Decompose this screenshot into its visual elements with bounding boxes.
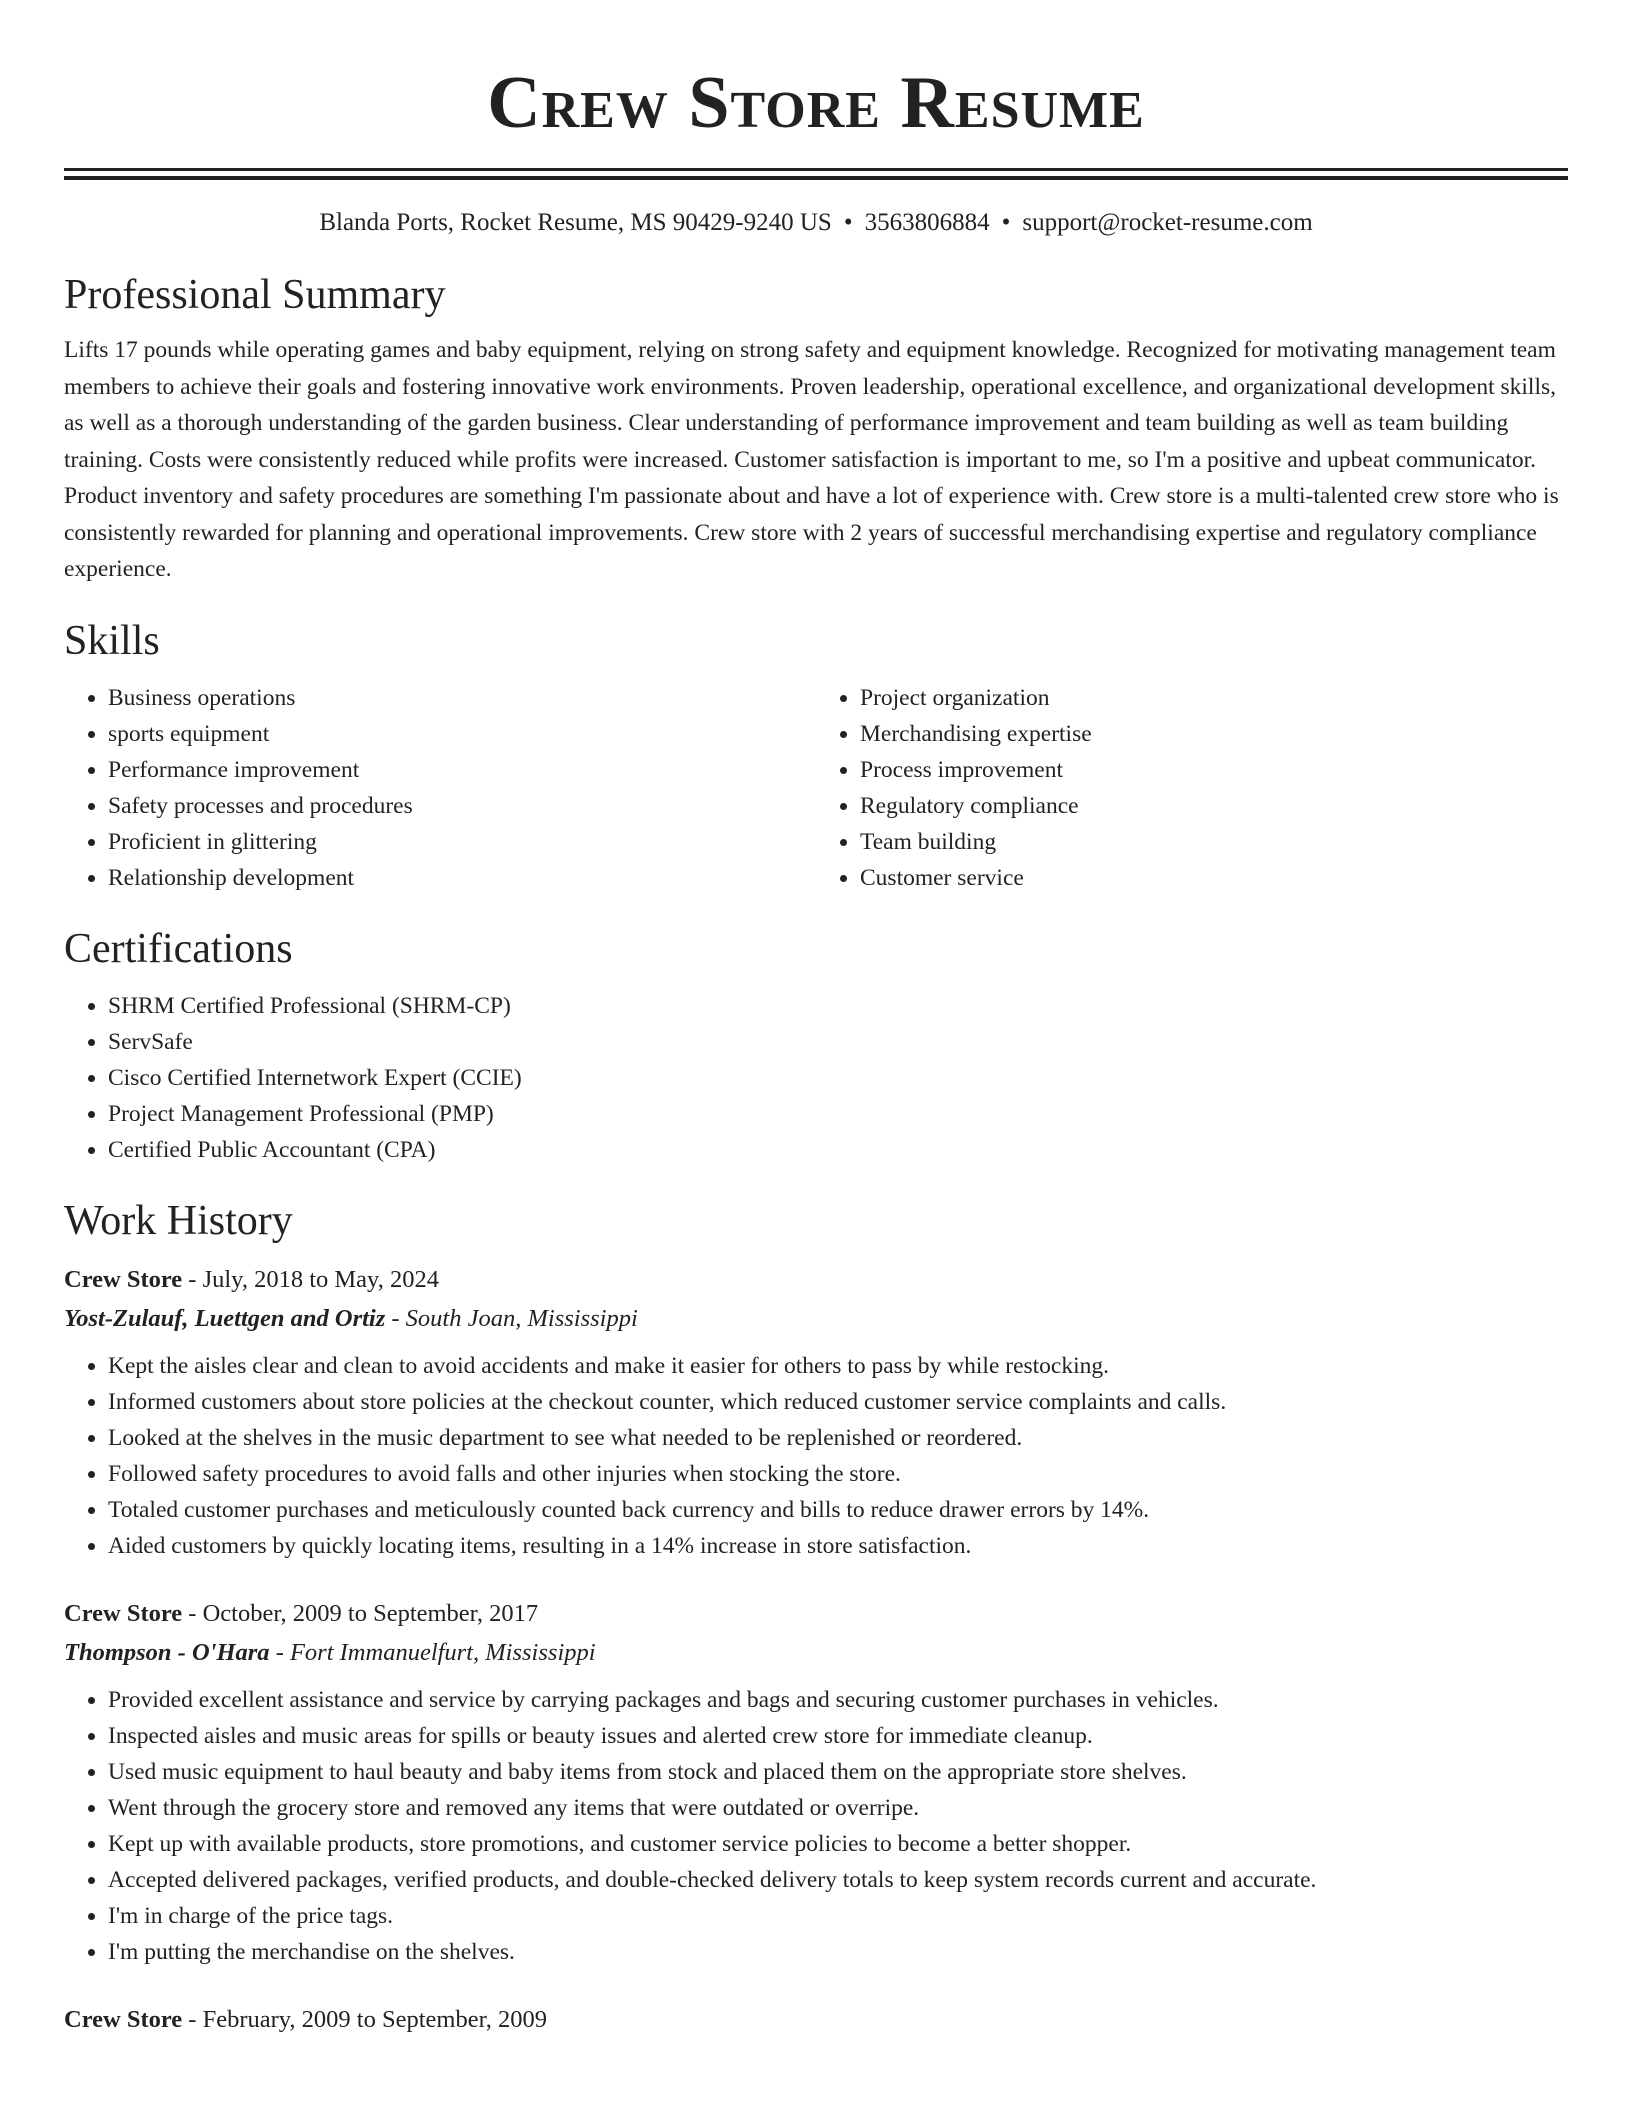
job-location: - South Joan, Mississippi [385,1304,638,1332]
skill-item: • Process improvement [860,752,1568,788]
job-role: Crew Store [64,2005,183,2033]
resume-page [64,0,1568,2040]
title-divider [64,168,1568,180]
certification-item: • Cisco Certified Internetwork Expert (CCIE) [108,1060,1568,1096]
skill-item: • Customer service [860,860,1568,896]
job-entry [64,1594,1568,1970]
job-company: Yost-Zulauf, Luettgen and Ortiz [64,1304,386,1332]
skill-item: • Team building [860,824,1568,860]
job-duties [64,1348,1568,1564]
job-duty: • Went through the grocery store and removed any items that were outdated or overripe. [108,1790,1568,1826]
skill-item: • Safety processes and procedures [108,788,816,824]
job-duty: • I'm in charge of the price tags. [108,1898,1568,1934]
job-role: Crew Store [64,1265,183,1293]
job-location: - Fort Immanuelfurt, Mississippi [269,1638,596,1666]
contact-separator: • [843,209,853,236]
skill-item: • sports equipment [108,716,816,752]
certification-item: • ServSafe [108,1024,1568,1060]
certification-item: • Project Management Professional (PMP) [108,1096,1568,1132]
job-dates: - October, 2009 to September, 2017 [182,1599,539,1627]
certifications-heading: Certifications [64,925,293,972]
job-duty: • Aided customers by quickly locating items, resulting in a 14% increase in store satisfaction. [108,1528,1568,1564]
job-duty: • Inspected aisles and music areas for spills or beauty issues and alerted crew store for immediate cleanup. [108,1718,1568,1754]
job-duty: • Followed safety procedures to avoid falls and other injuries when stocking the store. [108,1456,1568,1492]
skill-item: • Relationship development [108,860,816,896]
skill-item: • Business operations [108,680,816,716]
skills-list [64,680,1568,896]
skill-item: • Proficient in glittering [108,824,816,860]
contact-email[interactable]: support@rocket-resume.com [1022,209,1313,236]
job-duty: • Looked at the shelves in the music department to see what needed to be replenished or reordered. [108,1420,1568,1456]
skills-heading: Skills [64,617,160,664]
job-duties [64,1682,1568,1970]
contact-address: Blanda Ports, Rocket Resume, MS 90429-9240 US [319,209,832,236]
job-entry [64,2000,1568,2040]
summary-heading: Professional Summary [64,272,446,318]
job-duty: • Accepted delivered packages, verified products, and double-checked delivery totals to keep system records current and accurate. [108,1862,1568,1898]
job-dates: - February, 2009 to September, 2009 [182,2005,548,2033]
contact-line [64,206,1568,240]
job-dates: - July, 2018 to May, 2024 [182,1265,439,1293]
skill-item: • Regulatory compliance [860,788,1568,824]
skills-column-left [64,680,816,896]
job-duty: • Kept the aisles clear and clean to avoid accidents and make it easier for others to pass by while restocking. [108,1348,1568,1384]
contact-separator: • [1001,209,1011,236]
certification-item: • Certified Public Accountant (CPA) [108,1132,1568,1168]
certification-item: • SHRM Certified Professional (SHRM-CP) [108,988,1568,1024]
work-history-heading: Work History [64,1197,293,1244]
job-title-line [64,2000,1568,2040]
skill-item: • Performance improvement [108,752,816,788]
job-company-line [64,1300,1568,1338]
skill-item: • Merchandising expertise [860,716,1568,752]
job-duty: • Used music equipment to haul beauty and baby items from stock and placed them on the appropriate store shelves. [108,1754,1568,1790]
job-company: Thompson - O'Hara [64,1638,270,1666]
job-duty: • Provided excellent assistance and service by carrying packages and bags and securing customer purchases in vehicles. [108,1682,1568,1718]
contact-phone: 3563806884 [864,209,990,236]
resume-title: Crew Store Resume [487,62,1145,144]
certifications-list [64,988,1568,1168]
job-duty: • Informed customers about store policies at the checkout counter, which reduced customer service complaints and calls. [108,1384,1568,1420]
job-role: Crew Store [64,1599,183,1627]
job-entry [64,1260,1568,1564]
skill-item: • Project organization [860,680,1568,716]
summary-text: Lifts 17 pounds while operating games and baby equipment, relying on strong safety and equipment knowledge. Recognized for motivating management team members to achieve their goals and fostering innovative work environments. Proven leadership, operational excellence, and organizational development skills, as well as a thorough understanding of the garden business. Clear understanding of performance improvement and team building as well as team building training. Costs were consistently reduced while profits were increased. Customer satisfaction is important to me, so I'm a positive and upbeat communicator. Product inventory and safety procedures are something I'm passionate about and have a lot of experience with. Crew store is a multi-talented crew store who is consistently rewarded for planning and operational improvements. Crew store with 2 years of successful merchandising expertise and regulatory compliance experience. [64,337,1559,582]
skills-column-right [816,680,1568,896]
job-duty: • I'm putting the merchandise on the shelves. [108,1934,1568,1970]
job-duty: • Kept up with available products, store promotions, and customer service policies to become a better shopper. [108,1826,1568,1862]
job-duty: • Totaled customer purchases and meticulously counted back currency and bills to reduce drawer errors by 14%. [108,1492,1568,1528]
job-title-line [64,1260,1568,1300]
job-company-line [64,1634,1568,1672]
job-title-line [64,1594,1568,1634]
